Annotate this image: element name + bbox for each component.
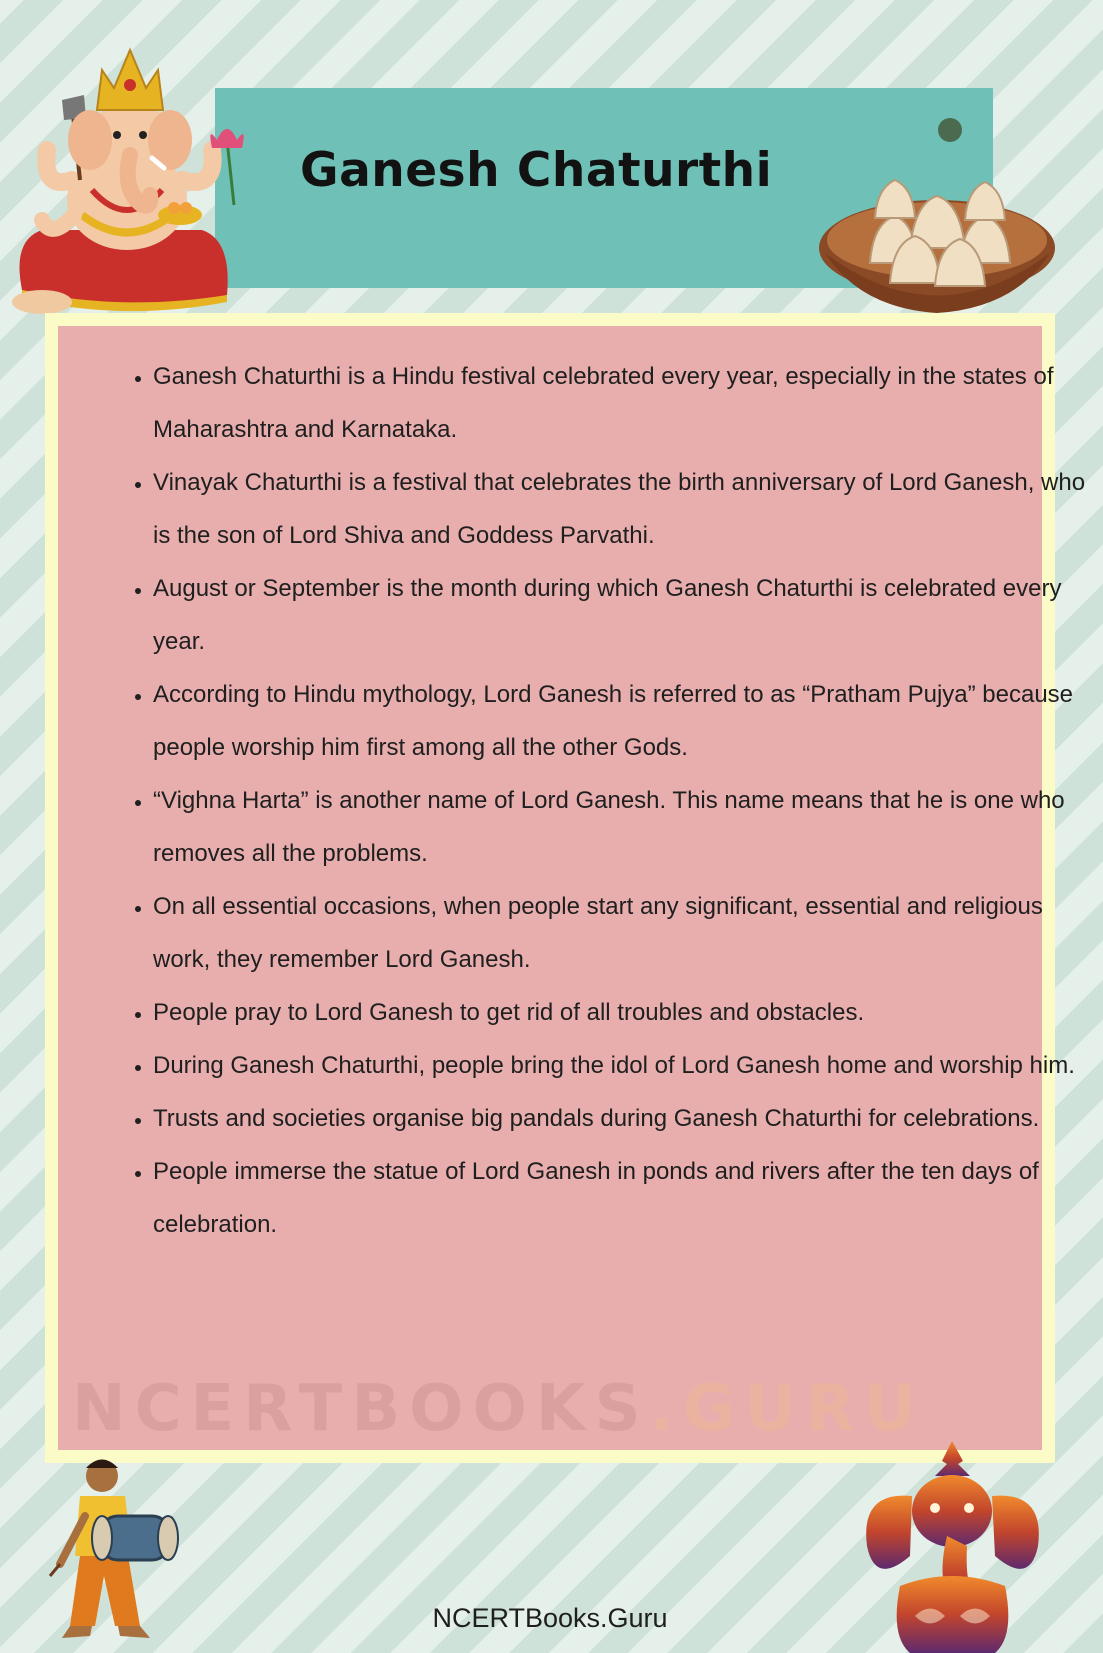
- list-item: • Vinayak Chaturthi is a festival that celebrates the birth anniversary of Lord Ganesh, who is the son of Lord Shiva and Goddess Parvathi.: [153, 456, 1093, 562]
- list-item: • Trusts and societies organise big pandals during Ganesh Chaturthi for celebrations.: [153, 1092, 1093, 1145]
- modak-bowl-icon: [815, 168, 1060, 318]
- list-item: • People immerse the statue of Lord Ganesh in ponds and rivers after the ten days of celebration.: [153, 1145, 1093, 1251]
- ganesha-silhouette-icon: [855, 1436, 1050, 1653]
- list-item: • During Ganesh Chaturthi, people bring the idol of Lord Ganesh home and worship him.: [153, 1039, 1093, 1092]
- list-item: • According to Hindu mythology, Lord Ganesh is referred to as “Pratham Pujya” because people worship him first among all the other Gods.: [153, 668, 1093, 774]
- watermark: [72, 1372, 1032, 1446]
- ganesha-illustration-icon: [2, 40, 252, 318]
- list-item: • On all essential occasions, when people start any significant, essential and religious work, they remember Lord Ganesh.: [153, 880, 1093, 986]
- footer-site-label: NCERTBooks.Guru: [432, 1603, 668, 1633]
- list-item: • People pray to Lord Ganesh to get rid of all troubles and obstacles.: [153, 986, 1093, 1039]
- list-item: • Ganesh Chaturthi is a Hindu festival celebrated every year, especially in the states of Maharashtra and Karnataka.: [153, 350, 1093, 456]
- banner-dot: [938, 118, 962, 142]
- facts-list: [90, 350, 1093, 1251]
- watermark-part-a: NCERTBOOKS: [72, 1372, 650, 1446]
- list-item: • August or September is the month during which Ganesh Chaturthi is celebrated every year.: [153, 562, 1093, 668]
- page-title: Ganesh Chaturthi: [300, 143, 773, 198]
- dhol-drummer-icon: [40, 1446, 180, 1653]
- watermark-part-b: .GURU: [649, 1372, 925, 1446]
- list-item: • “Vighna Harta” is another name of Lord Ganesh. This name means that he is one who removes all the problems.: [153, 774, 1093, 880]
